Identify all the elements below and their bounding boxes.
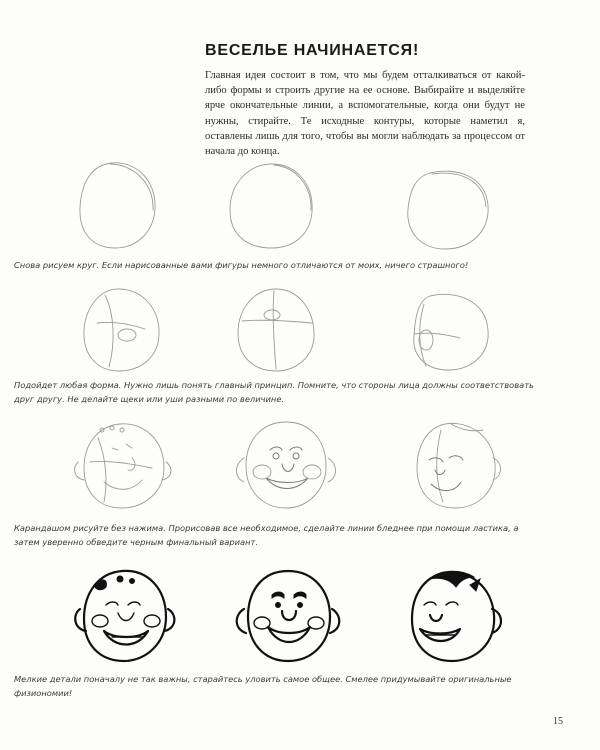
page-number: 15: [553, 716, 563, 727]
caption-3: Карандашом рисуйте без нажима. Прорисовав все необходимое, сделайте линии бледнее при помощи ластика, а затем уверенно обведите черным финальный вариант.: [14, 523, 519, 547]
head-center-cross-sketch: [228, 285, 328, 375]
face-features-pencil-sketch: [72, 418, 182, 513]
round-face-ink-drawing: [232, 565, 347, 665]
turned-face-pencil-sketch: [405, 418, 510, 513]
caption-1: Снова рисуем круг. Если нарисованные вами фигуры немного отличаются от моих, ничего страшного!: [14, 260, 469, 270]
head-guidelines-sketch: [75, 285, 175, 375]
rounded-head-shape-sketch: [70, 158, 170, 253]
profile-guidelines-sketch: [400, 290, 500, 375]
wide-oval-head-sketch: [222, 160, 322, 255]
caption-4: Мелкие детали поначалу не так важны, старайтесь уловить самое общее. Смелее придумывайте оригинальные физиономии!: [14, 674, 512, 698]
section-heading: ВЕСЕЛЬЕ НАЧИНАЕТСЯ!: [205, 42, 420, 59]
tilted-head-shape-sketch: [400, 165, 500, 255]
intro-paragraph: Главная идея состоит в том, что мы будем отталкиваться от какой-либо формы и строить другие на ее основе. Выбирайте и выделяйте ярче окончательные линии, а вспомогательные, когда они будут не нужны, стирайте. Те исходные контуры, которые наметил я, оставлены лишь для того, чтобы вы могли наблюдать за процессом от начала до конца.: [205, 70, 525, 158]
smiling-face-pencil-sketch: [230, 418, 345, 513]
laughing-man-ink-drawing: [400, 565, 510, 665]
bald-man-ink-drawing: [72, 565, 182, 665]
caption-2: Подойдет любая форма. Нужно лишь понять главный принцип. Помните, что стороны лица должны соответствовать друг другу. Не делайте щеки или уши разными по величине.: [14, 380, 534, 404]
